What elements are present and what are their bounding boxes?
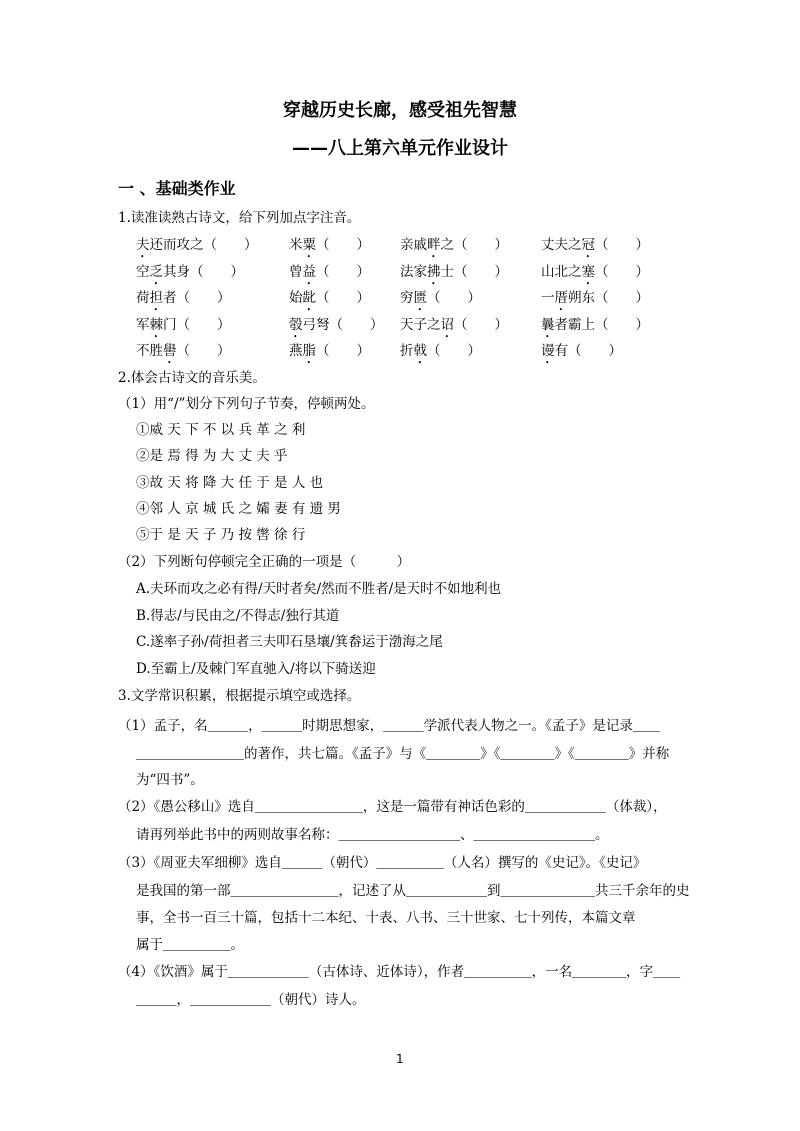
dotted-char: 益	[302, 263, 316, 280]
fill-blank-line: 属于＿＿＿＿＿。	[136, 937, 244, 953]
pinyin-item-text: （ ）	[176, 343, 231, 359]
dotted-char: 畔	[427, 237, 441, 253]
pinyin-item	[400, 313, 508, 341]
option-b: B.得志/与民由之/不得志/独行其道	[136, 608, 340, 624]
pinyin-item-text: 弓弩（ ）	[302, 316, 384, 333]
dotted-char: 嚳	[163, 343, 177, 359]
pinyin-item	[136, 233, 258, 261]
pinyin-item	[289, 286, 370, 314]
dotted-char: 乏	[149, 263, 163, 280]
pinyin-item-text: 米	[289, 237, 303, 253]
dotted-char: 诏	[440, 316, 454, 333]
pinyin-item	[289, 260, 370, 288]
dotted-char: 厝	[554, 290, 568, 306]
pinyin-item-text: （ ）	[316, 237, 370, 253]
dotted-char: 担	[149, 290, 163, 306]
pinyin-item-text: 门（ ）	[163, 316, 231, 333]
fill-blank-line: （4）《饮酒》属于＿＿＿＿＿＿（古体诗、近体诗），作者＿＿＿＿＿，一名＿＿＿＿，字＿＿	[118, 964, 681, 980]
pinyin-item-text: 法家	[400, 263, 427, 280]
dotted-char: 谩	[541, 343, 555, 359]
dotted-char: 棘	[149, 316, 163, 333]
pinyin-item-text: （ ）	[595, 263, 649, 280]
question-1-prompt: 1.读准读熟古诗文，给下列加点字注音。	[118, 210, 361, 226]
dotted-char: 戟	[413, 343, 427, 359]
pinyin-item-text: 之（ ）	[440, 237, 508, 253]
pinyin-item-text: 始	[289, 290, 303, 306]
question-2-sub1: （1）用“/”划分下列句子节奏，停顿两处。	[118, 396, 375, 412]
rhythm-line: ⑤于 是 天 子 乃 按 辔 徐 行	[136, 527, 306, 543]
pinyin-item-text: 一	[541, 290, 555, 306]
fill-blank-line: 事，全书一百三十篇，包括十二本纪、十表、八书、三十世家、七十列传，本篇文章	[136, 910, 636, 926]
pinyin-item	[136, 339, 231, 367]
pinyin-item	[541, 313, 649, 341]
fill-blank-line: （2）《愚公移山》选自＿＿＿＿＿＿＿＿，这是一篇带有神话色彩的＿＿＿＿＿＿（体裁），	[118, 799, 667, 815]
dotted-char: 塞	[581, 263, 595, 280]
pinyin-item-text: （ ）	[316, 263, 370, 280]
pinyin-item-text: 曾	[289, 263, 303, 280]
fill-blank-line: 请再列举此书中的两则故事名称：＿＿＿＿＿＿＿＿＿、＿＿＿＿＿＿＿＿＿。	[136, 827, 609, 843]
pinyin-item-text: 不胜	[136, 343, 163, 359]
pinyin-item	[136, 260, 244, 288]
fill-blank-line: （3）《周亚夫军细柳》选自＿＿＿（朝代）＿＿＿＿＿（人名）撰写的《史记》。《史记》	[118, 855, 647, 871]
pinyin-item-text: 穷	[400, 290, 414, 306]
pinyin-item-text: 山北之	[541, 263, 582, 280]
option-c: C.遂率子孙/荷担者三夫叩石垦壤/箕畚运于渤海之尾	[136, 634, 443, 650]
pinyin-item	[541, 233, 649, 261]
fill-blank-line: ＿＿＿＿＿＿＿＿的著作，共七篇。《孟子》与《＿＿＿＿》《＿＿＿＿》《＿＿＿＿》并称	[136, 746, 670, 762]
page-title: 穿越历史长廊，感受祖先智慧	[283, 100, 517, 121]
fill-blank-line: ＿＿＿，＿＿＿＿＿＿（朝代）诗人。	[136, 992, 366, 1008]
dotted-char: 脂	[302, 343, 316, 359]
pinyin-item-text: （ ）	[427, 290, 481, 306]
dotted-char: 龀	[302, 290, 316, 306]
question-2-prompt: 2.体会古诗文的音乐美。	[118, 370, 266, 386]
dotted-char: 冠	[581, 237, 595, 253]
rhythm-line: ①威 天 下 不 以 兵 革 之 利	[136, 422, 306, 438]
pinyin-item	[400, 260, 508, 288]
pinyin-item-text: （ ）	[595, 237, 649, 253]
question-2-sub2: （2）下列断句停顿完全正确的一项是（ ）	[118, 554, 411, 570]
rhythm-line: ③故 天 将 降 大 任 于 是 人 也	[136, 475, 324, 491]
pinyin-item	[400, 233, 508, 261]
rhythm-line: ④邻 人 京 城 氏 之 孀 妻 有 遗 男	[136, 501, 341, 517]
pinyin-item	[400, 286, 481, 314]
pinyin-item-text: 丈夫之	[541, 237, 582, 253]
pinyin-item-text: 还而攻之（ ）	[149, 237, 258, 253]
pinyin-item	[136, 313, 231, 341]
pinyin-item-text: 者（ ）	[163, 290, 231, 306]
pinyin-item	[289, 233, 370, 261]
pinyin-item-text: （ ）	[427, 343, 481, 359]
pinyin-item	[289, 313, 384, 341]
dotted-char: 匮	[413, 290, 427, 306]
pinyin-item-text: 其身（ ）	[163, 263, 244, 280]
pinyin-item	[541, 339, 622, 367]
pinyin-item-text: 折	[400, 343, 414, 359]
pinyin-item	[136, 286, 231, 314]
fill-blank-line: 是我国的第一部＿＿＿＿＿＿＿＿，记述了从＿＿＿＿＿＿到＿＿＿＿＿＿＿共三千余年的史	[136, 883, 690, 899]
fill-blank-line: 为“四书”。	[136, 772, 204, 788]
option-a: A.夫环而攻之必有得/天时者矣/然而不胜者/是天时不如地利也	[136, 581, 502, 597]
page-subtitle: ——八上第六单元作业设计	[292, 138, 508, 159]
pinyin-item-text: 天子之	[400, 316, 441, 333]
pinyin-item-text: 空	[136, 263, 150, 280]
dotted-char: 粟	[302, 237, 316, 253]
pinyin-item-text: 燕	[289, 343, 303, 359]
pinyin-item-text: 军	[136, 316, 150, 333]
pinyin-item	[289, 339, 370, 367]
pinyin-item	[541, 260, 649, 288]
dotted-char: 拂	[427, 263, 441, 280]
pinyin-item	[541, 286, 649, 314]
pinyin-item-text: 朔东（ ）	[568, 290, 649, 306]
fill-blank-line: （1）孟子，名＿＿＿，＿＿＿时期思想家，＿＿＿学派代表人物之一。《孟子》是记录＿＿	[118, 718, 660, 734]
option-d: D.至霸上/及棘门军直驰入/将以下骑送迎	[136, 661, 376, 677]
pinyin-item-text: （ ）	[316, 290, 370, 306]
pinyin-item-text: 亲戚	[400, 237, 427, 253]
pinyin-item-text: 者霸上（ ）	[554, 316, 649, 333]
pinyin-item-text: （ ）	[454, 316, 508, 333]
dotted-char: 曩	[541, 316, 555, 333]
question-3-prompt: 3.文学常识积累，根据提示填空或选择。	[118, 688, 361, 704]
pinyin-item-text: （ ）	[316, 343, 370, 359]
page-number: 1	[396, 1052, 404, 1066]
rhythm-line: ②是 焉 得 为 大 丈 夫 乎	[136, 448, 288, 464]
dotted-char: 彀	[289, 316, 303, 333]
dotted-char: 夫	[136, 237, 150, 253]
pinyin-item-text: 有（ ）	[554, 343, 622, 359]
pinyin-item	[400, 339, 481, 367]
pinyin-item-text: 士（ ）	[440, 263, 508, 280]
pinyin-item-text: 荷	[136, 290, 150, 306]
section-heading: 一 、基础类作业	[118, 179, 236, 198]
